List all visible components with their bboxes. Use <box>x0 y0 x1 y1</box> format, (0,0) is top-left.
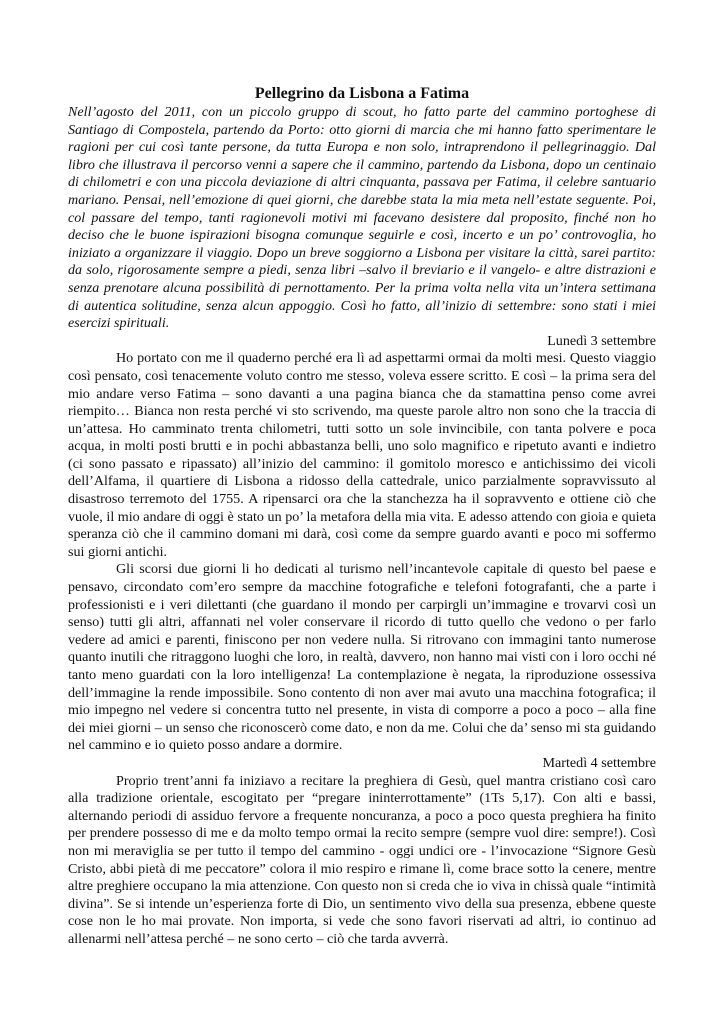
document-page <box>68 84 656 949</box>
page-title: Pellegrino da Lisbona a Fatima <box>254 85 470 102</box>
body-paragraph-3: Proprio trent’anni fa iniziavo a recitare la preghiera di Gesù, quel mantra cristiano così caro alla tradizione orientale, escogitato per “pregare ininterrottamente” (1Ts 5,17). Con alti e bassi, alternando periodi di assiduo fervore a frequente noncuranza, a poco a poco questa preghiera ha finito per prendere possesso di me e da molto tempo ormai la recito sempre (sempre vuol dire: sempre!). Così non mi meraviglia se per tutto il tempo del cammino - oggi undici ore - l’invocazione “Signore Gesù Cristo, abbi pietà di me peccatore” colora il mio respiro e rimane lì, come brace sotto la cenere, mentre altre preghiere occupano la mia attenzione. Con questo non si creda che io viva in chissà quale “intimità divina”. Se si intende un’esperienza forte di Dio, un sentimento vivo della sua presenza, ebbene queste cose non le ho mai provate. Non importa, si vede che sono favori riservati ad altri, io continuo ad allenarmi nell’attesa perché – ne sono certo – ciò che tarda avverrà. <box>68 772 656 947</box>
intro-paragraph: Nell’agosto del 2011, con un piccolo gruppo di scout, ho fatto parte del cammino portoghese di Santiago di Compostela, partendo da Porto: otto giorni di marcia che mi hanno fatto sperimentare le ragioni per cui così tante persone, da tutta Europa e non solo, intraprendono il pellegrinaggio. Dal libro che illustrava il percorso venni a sapere che il cammino, partendo da Lisbona, dopo un centinaio di chilometri e con una piccola deviazione di altri cinquanta, passava per Fatima, il celebre santuario mariano. Pensai, nell’emozione di quei giorni, che darebbe stata la mia meta nell’estate seguente. Poi, col passare del tempo, tanti ragionevoli motivi mi facevano desistere dal proposito, finché non ho deciso che le buone ispirazioni bisogna comunque seguirle e così, incerto e un po’ controvoglia, ho iniziato a organizzare il viaggio. Dopo un breve soggiorno a Lisbona per visitare la città, sarei partito: da solo, rigorosamente sempre a piedi, senza libri –salvo il breviario e il vangelo- e altre distrazioni e senza prenotare alcuna possibilità di pernottamento. Per la prima volta nella vita un’intera settimana di autentica solitudine, senza alcun appoggio. Così ho fatto, all’inizio di settembre: sono stati i miei esercizi spirituali. <box>68 104 656 332</box>
entry-date-tuesday: Martedì 4 settembre <box>542 754 656 771</box>
entry-date-monday: Lunedì 3 settembre <box>547 332 656 349</box>
body-paragraph-1: Ho portato con me il quaderno perché era lì ad aspettarmi ormai da molti mesi. Questo viaggio così pensato, così tenacemente voluto contro me stesso, voleva essere scritto. E così – la prima sera del mio andare verso Fatima – sono davanti a una pagina bianca che da stamattina penso come avrei riempito… Bianca non resta perché vi sto scrivendo, ma queste parole altro non sono che la traccia di un’attesa. Ho camminato trenta chilometri, tutti sotto un sole invincibile, con tanta polvere e poca acqua, in molti posti brutti e in pochi abbastanza belli, uno solo magnifico e ripetuto avanti e indietro (ci sono passato e ripassato) all’inizio del cammino: il gomitolo moresco e antichissimo dei vicoli dell’Alfama, il quartiere di Lisbona a ridosso della cattedrale, unico parzialmente sopravvissuto al disastroso terremoto del 1755. A ripensarci ora che la stanchezza ha il sopravvento e ottiene ciò che vuole, il mio andare di oggi è stato un po’ la metafora della mia vita. E adesso attendo con gioia e quieta speranza ciò che il cammino domani mi darà, così come da sempre guardo avanti e poco mi soffermo sui giorni antichi. <box>68 350 656 560</box>
body-paragraph-2: Gli scorsi due giorni li ho dedicati al turismo nell’incantevole capitale di questo bel paese e pensavo, circondato com’ero sempre da macchine fotografiche e telefoni fotografanti, che a parte i professionisti e i veri dilettanti (che guardano il mondo per carpirgli un’immagine e trovarvi così un senso) tutti gli altri, affannati nel voler conservare il ricordo di tutto quello che vedono o per farlo vedere ad amici e parenti, finiscono per non vedere nulla. Si ritrovano con immagini tanto numerose quanto inutili che ritraggono luoghi che loro, in realtà, davvero, non hanno mai visti con i loro occhi né tanto meno guardati con la loro intelligenza! La contemplazione è negata, la riproduzione ossessiva dell’immagine la rende impossibile. Sono contento di non aver mai avuto una macchina fotografica; il mio impegno nel vedere si concentra tutto nel presente, in vista di comporre a poco a poco – alla fine dei miei giorni – un senso che riconoscerò come dato, e non da me. Colui che da’ senso mi sta guidando nel cammino e io quieto posso andare a dormire. <box>68 561 656 754</box>
